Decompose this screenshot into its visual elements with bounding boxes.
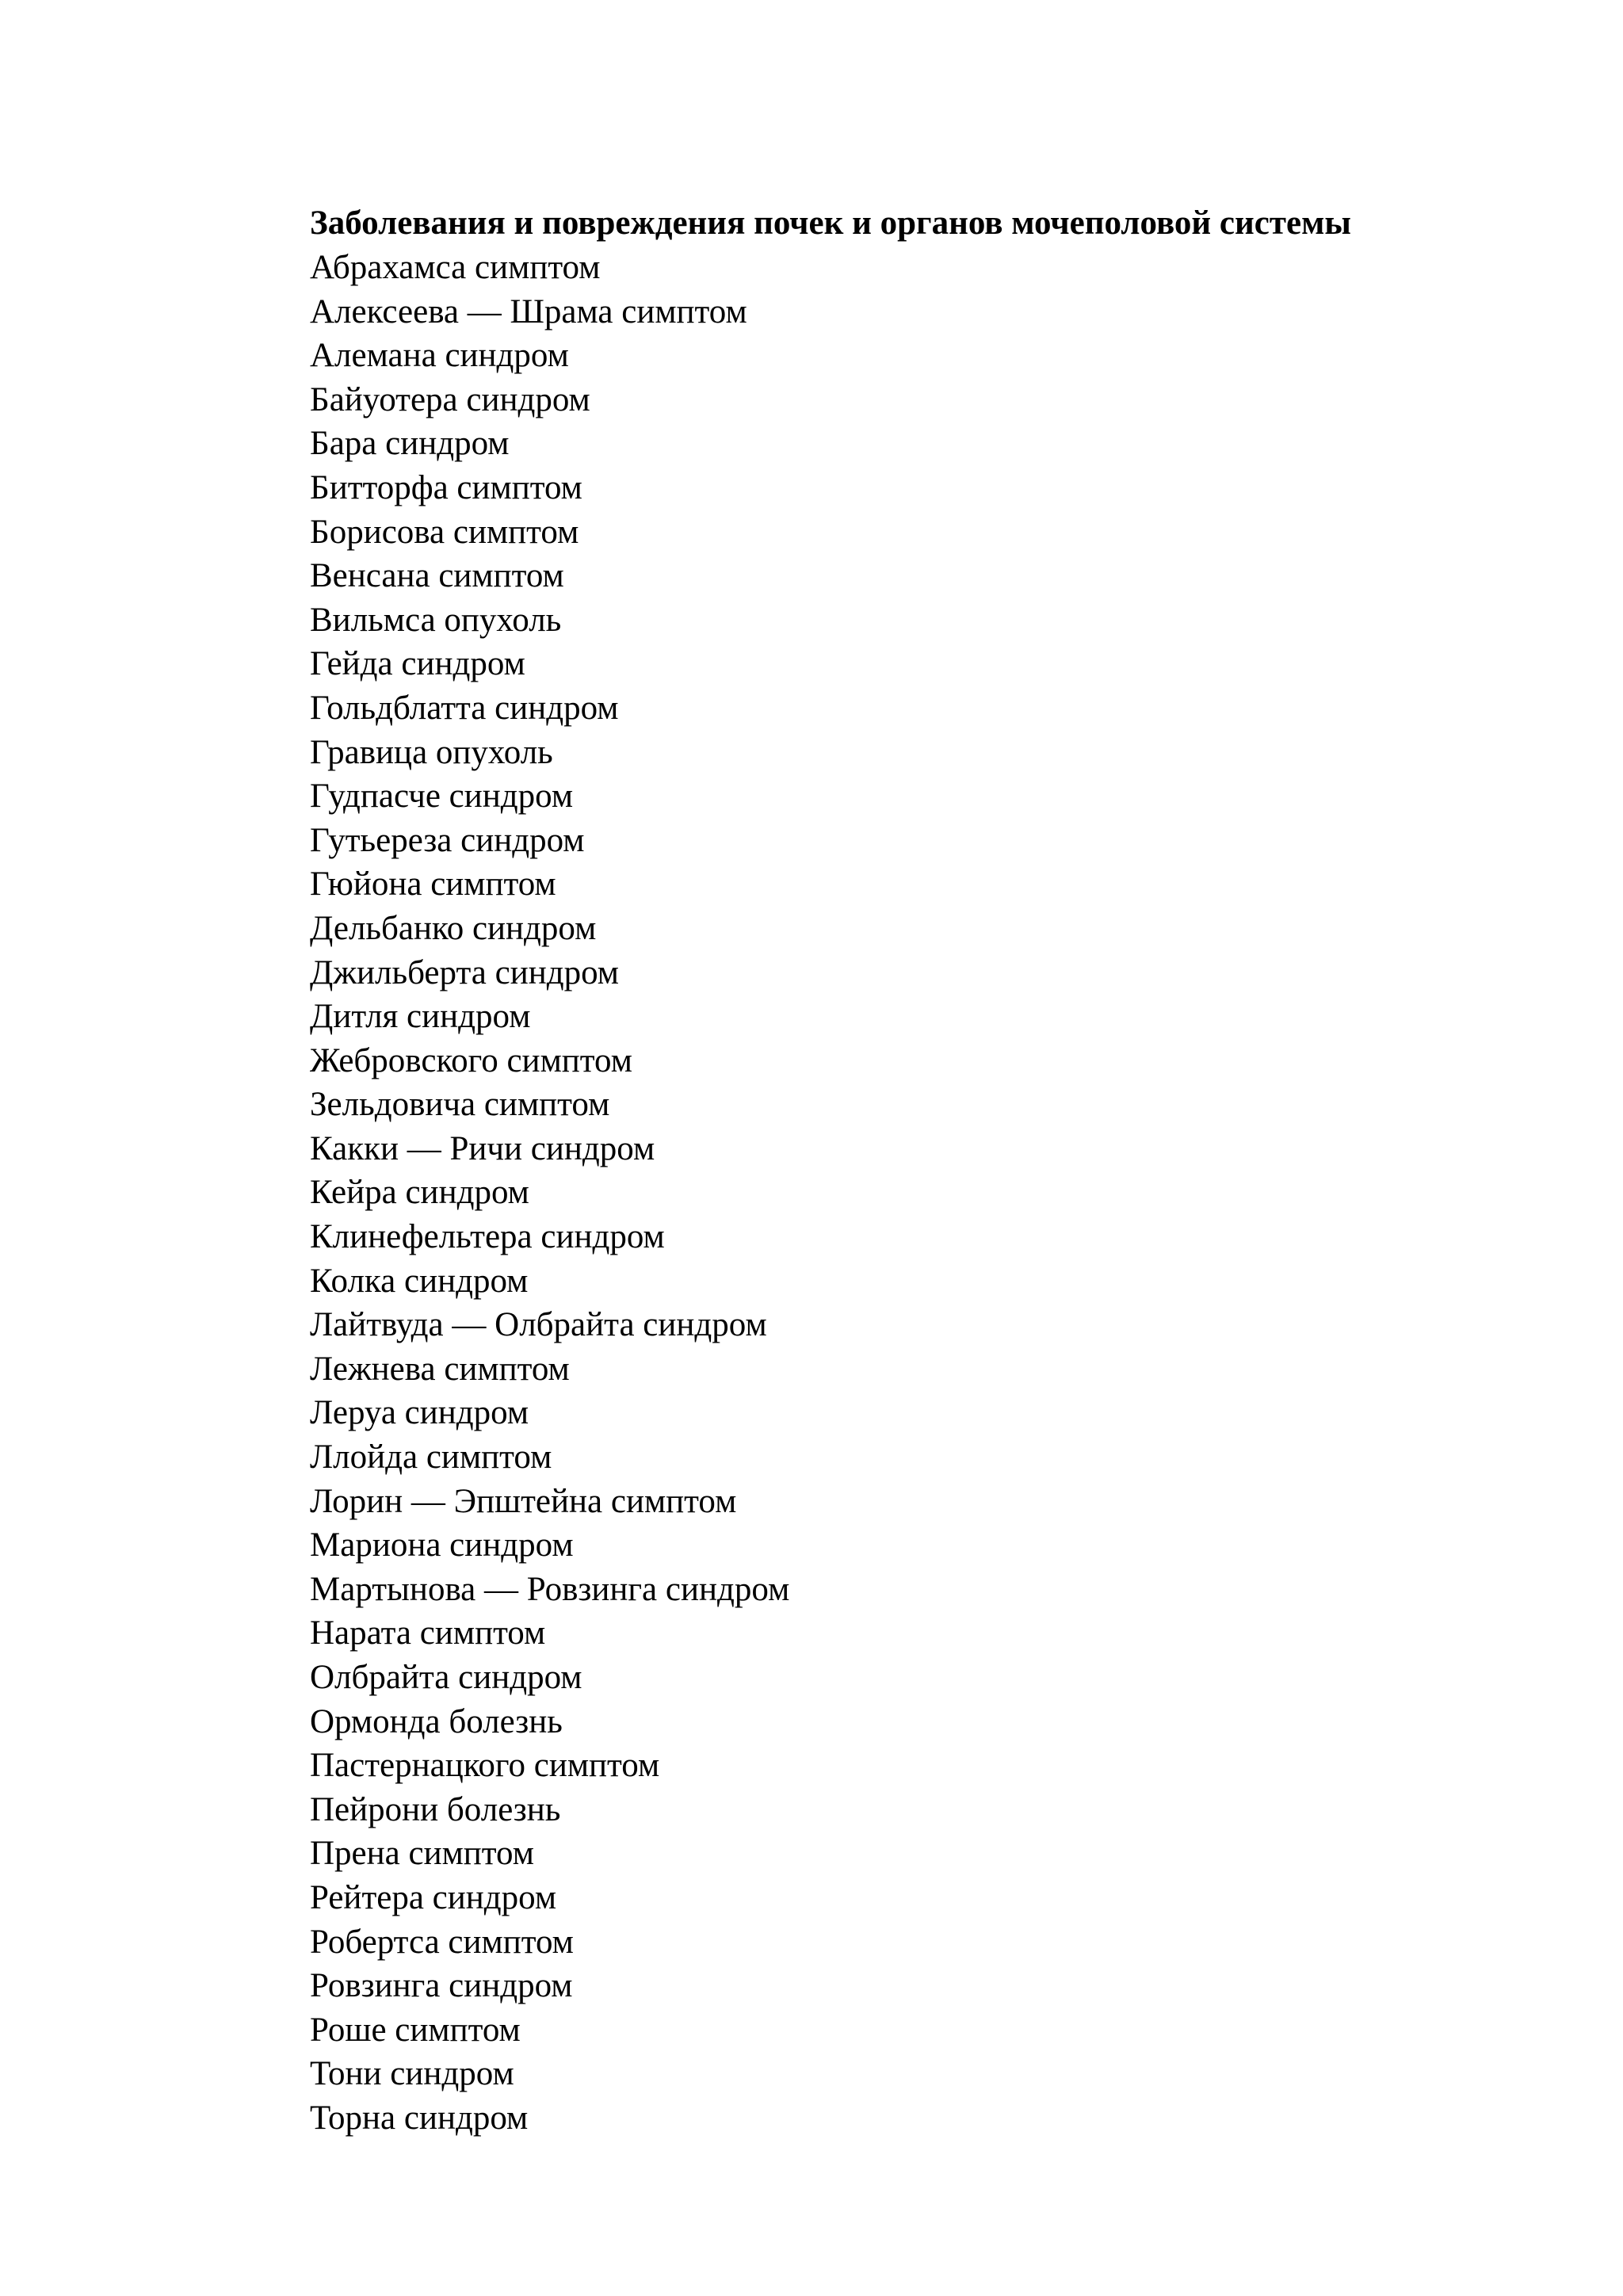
- list-item: Битторфа симптом: [310, 468, 582, 506]
- list-item: Абрахамса симптом: [310, 249, 601, 286]
- list-item: Кейра синдром: [310, 1174, 529, 1212]
- list-item: Вильмса опухоль: [310, 601, 562, 639]
- list-item: Зельдовича симптом: [310, 1086, 610, 1124]
- list-item: Лайтвуда — Олбрайта синдром: [310, 1306, 767, 1344]
- list-item: Венсана симптом: [310, 557, 564, 595]
- document-title: Заболевания и повреждения почек и органов мочеполовой системы: [310, 204, 1351, 242]
- list-item: Лорин — Эпштейна симптом: [310, 1482, 737, 1520]
- list-item: Байуотера синдром: [310, 380, 590, 418]
- list-item: Дитля синдром: [310, 998, 531, 1036]
- list-item: Пастернацкого симптом: [310, 1747, 660, 1785]
- list-item: Олбрайта синдром: [310, 1659, 582, 1696]
- list-item: Мариона синдром: [310, 1526, 574, 1564]
- list-item: Алемана синдром: [310, 337, 569, 375]
- list-item: Алексеева — Шрама симптом: [310, 292, 747, 330]
- list-item: Дельбанко синдром: [310, 909, 597, 947]
- list-item: Гудпасче синдром: [310, 777, 574, 816]
- list-item: Борисова симптом: [310, 513, 579, 551]
- list-item: Гравица опухоль: [310, 733, 553, 771]
- list-item: Ормонда болезнь: [310, 1702, 563, 1740]
- list-item: Ллойда симптом: [310, 1438, 552, 1477]
- list-item: Гейда синдром: [310, 645, 525, 683]
- list-item: Леруа синдром: [310, 1394, 529, 1432]
- list-item: Клинефельтера синдром: [310, 1218, 665, 1256]
- list-item: Лежнева симптом: [310, 1350, 570, 1388]
- list-item: Гольдблатта синдром: [310, 689, 619, 727]
- document-body: [310, 201, 1546, 2141]
- list-item: Джильберта синдром: [310, 953, 619, 991]
- list-item: Ровзинга синдром: [310, 1967, 573, 2005]
- list-item: Рейтера синдром: [310, 1878, 557, 1916]
- list-item: Роше симптом: [310, 2011, 521, 2049]
- list-item: Нарата симптом: [310, 1614, 546, 1652]
- eponym-list: [310, 246, 1546, 2141]
- list-item: Гутьереза синдром: [310, 821, 585, 859]
- list-item: Гюйона симптом: [310, 865, 556, 904]
- list-item: Мартынова — Ровзинга синдром: [310, 1570, 790, 1608]
- list-item: Пейрони болезнь: [310, 1790, 561, 1828]
- list-item: Какки — Ричи синдром: [310, 1129, 655, 1167]
- list-item: Торна синдром: [310, 2099, 529, 2137]
- list-item: Прена симптом: [310, 1835, 534, 1873]
- list-item: Тони синдром: [310, 2055, 514, 2093]
- list-item: Бара синдром: [310, 425, 510, 463]
- list-item: Робертса симптом: [310, 1923, 574, 1961]
- list-item: Колка синдром: [310, 1262, 529, 1300]
- list-item: Жебровского симптом: [310, 1041, 632, 1079]
